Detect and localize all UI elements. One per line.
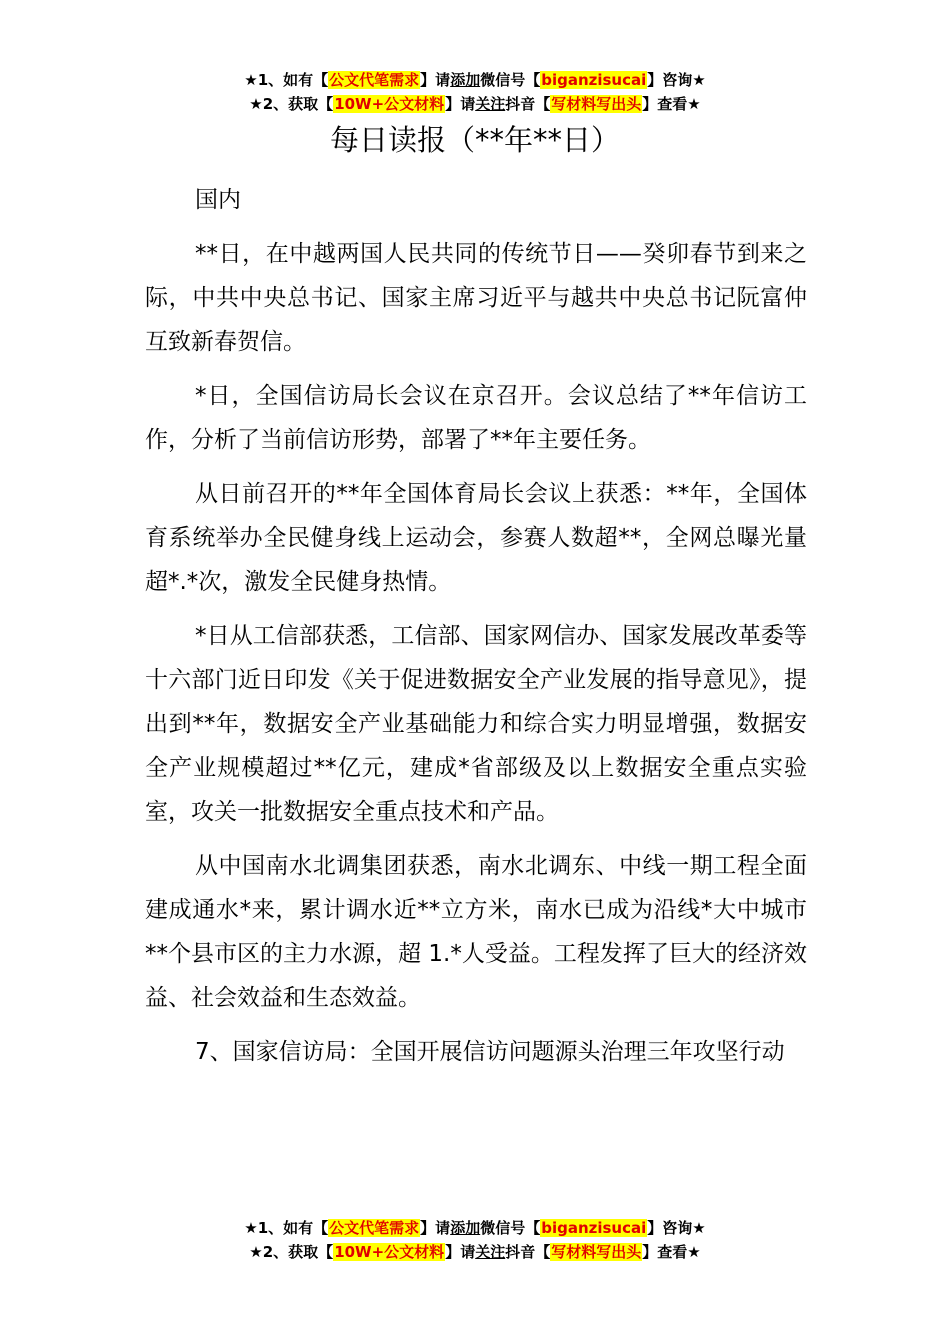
- banner-text: 微信号【: [480, 1219, 541, 1237]
- banner-text: 】请: [445, 95, 476, 113]
- banner-text: 】请: [420, 1219, 451, 1237]
- news-paragraph: 从中国南水北调集团获悉，南水北调东、中线一期工程全面建成通水*来，累计调水近**立方米，南水已成为沿线*大中城市**个县市区的主力水源，超 1.*人受益。工程发挥了巨大的经济效益、社会效益和生态效益。: [145, 853, 807, 1011]
- banner-text: 微信号【: [480, 71, 541, 89]
- banner-line-1: [0, 68, 950, 92]
- banner-text: 】咨询★: [647, 71, 706, 89]
- banner-line-1: [0, 1216, 950, 1240]
- banner-highlight: 写材料写出头: [551, 95, 642, 113]
- banner-text: 】请: [445, 1243, 476, 1261]
- banner-text: 】查看★: [642, 1243, 701, 1261]
- section-heading: 国内: [195, 187, 241, 213]
- banner-text: 】请: [420, 71, 451, 89]
- banner-underline: 关注: [475, 95, 506, 113]
- banner-highlight: 10W+公文材料: [334, 95, 445, 113]
- news-paragraph: 7、国家信访局：全国开展信访问题源头治理三年攻坚行动: [195, 1039, 785, 1065]
- banner-line-2: [0, 92, 950, 116]
- banner-text: ★2、获取【: [249, 95, 334, 113]
- banner-highlight: 写材料写出头: [551, 1243, 642, 1261]
- document-title: 每日读报（**年**日）: [329, 123, 620, 157]
- news-paragraph: 从日前召开的**年全国体育局长会议上获悉：**年，全国体育系统举办全民健身线上运动会，参赛人数超**，全网总曝光量超*.*次，激发全民健身热情。: [145, 481, 807, 595]
- news-paragraph: **日，在中越两国人民共同的传统节日——癸卯春节到来之际，中共中央总书记、国家主席习近平与越共中央总书记阮富仲互致新春贺信。: [145, 241, 807, 355]
- banner-highlight: 10W+公文材料: [334, 1243, 445, 1261]
- banner-underline: 添加: [450, 1219, 481, 1237]
- banner-highlight: biganzisucai: [541, 71, 647, 89]
- banner-highlight: 公文代笔需求: [329, 1219, 420, 1237]
- banner-text: 】查看★: [642, 95, 701, 113]
- banner-text: 抖音【: [505, 95, 551, 113]
- document-body: [145, 178, 807, 1074]
- banner-highlight: 公文代笔需求: [329, 71, 420, 89]
- banner-line-2: [0, 1240, 950, 1264]
- banner-text: ★2、获取【: [249, 1243, 334, 1261]
- banner-text: ★1、如有【: [244, 1219, 329, 1237]
- banner-text: ★1、如有【: [244, 71, 329, 89]
- header-banner: [0, 68, 950, 116]
- banner-underline: 关注: [475, 1243, 506, 1261]
- banner-underline: 添加: [450, 71, 481, 89]
- banner-text: 抖音【: [505, 1243, 551, 1261]
- banner-text: 】咨询★: [647, 1219, 706, 1237]
- banner-highlight: biganzisucai: [541, 1219, 647, 1237]
- news-paragraph: *日，全国信访局长会议在京召开。会议总结了**年信访工作，分析了当前信访形势，部署了**年主要任务。: [145, 383, 807, 453]
- footer-banner: [0, 1216, 950, 1264]
- news-paragraph: *日从工信部获悉，工信部、国家网信办、国家发展改革委等十六部门近日印发《关于促进数据安全产业发展的指导意见》，提出到**年，数据安全产业基础能力和综合实力明显增强，数据安全产业规模超过**亿元，建成*省部级及以上数据安全重点实验室，攻关一批数据安全重点技术和产品。: [145, 623, 807, 825]
